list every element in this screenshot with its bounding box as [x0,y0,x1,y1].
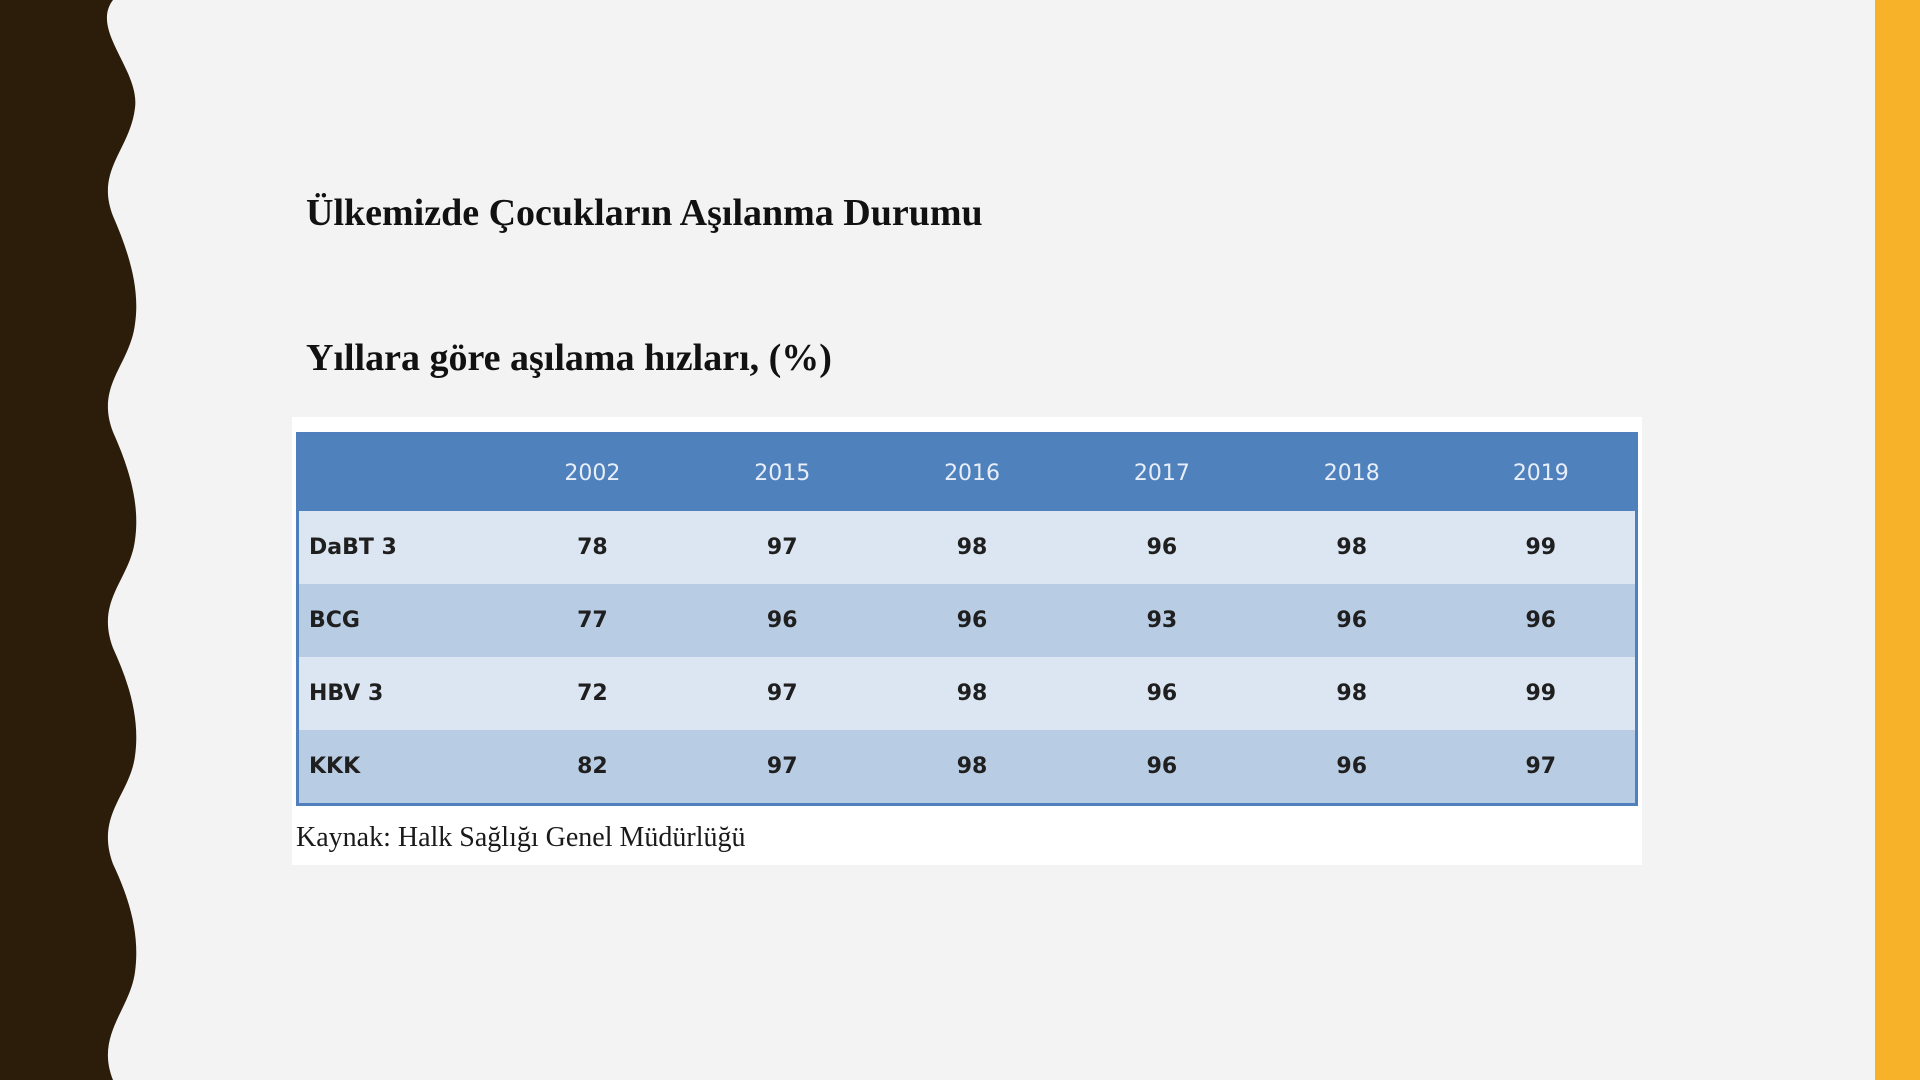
table-cell: 97 [687,511,877,584]
table-cell: 96 [1067,657,1257,730]
row-label: HBV 3 [298,657,498,730]
table-cell: 97 [687,730,877,805]
table-cell: 78 [498,511,688,584]
table-row [298,511,1637,584]
table-cell: 96 [1447,584,1637,657]
page-subtitle: Yıllara göre aşılama hızları, (%) [306,337,832,379]
header-year-2016: 2016 [877,434,1067,512]
table-row [298,730,1637,805]
table-cell: 96 [687,584,877,657]
table-cell: 93 [1067,584,1257,657]
header-blank-cell [298,434,498,512]
table-cell: 99 [1447,657,1637,730]
table-row [298,584,1637,657]
header-year-2019: 2019 [1447,434,1637,512]
row-label: DaBT 3 [298,511,498,584]
table-cell: 77 [498,584,688,657]
row-label: BCG [298,584,498,657]
table-cell: 96 [1067,730,1257,805]
table-cell: 99 [1447,511,1637,584]
table-cell: 98 [1257,657,1447,730]
left-wave-decoration [0,0,145,1080]
table-row [298,657,1637,730]
right-accent-bar [1875,0,1920,1080]
left-wave-shape [0,0,136,1080]
table-cell: 98 [877,657,1067,730]
page-title: Ülkemizde Çocukların Aşılanma Durumu [306,192,983,234]
header-year-2018: 2018 [1257,434,1447,512]
table-header-row [298,434,1637,512]
header-year-2017: 2017 [1067,434,1257,512]
table-cell: 97 [1447,730,1637,805]
table-cell: 98 [1257,511,1447,584]
header-year-2002: 2002 [498,434,688,512]
vaccination-table [296,432,1638,806]
table-cell: 98 [877,730,1067,805]
source-caption: Kaynak: Halk Sağlığı Genel Müdürlüğü [296,822,746,853]
table-cell: 96 [1257,730,1447,805]
table-cell: 97 [687,657,877,730]
header-year-2015: 2015 [687,434,877,512]
table-cell: 72 [498,657,688,730]
table-cell: 96 [1257,584,1447,657]
row-label: KKK [298,730,498,805]
table-image-panel [292,417,1642,865]
table-cell: 96 [1067,511,1257,584]
table-cell: 96 [877,584,1067,657]
table-cell: 98 [877,511,1067,584]
table-cell: 82 [498,730,688,805]
